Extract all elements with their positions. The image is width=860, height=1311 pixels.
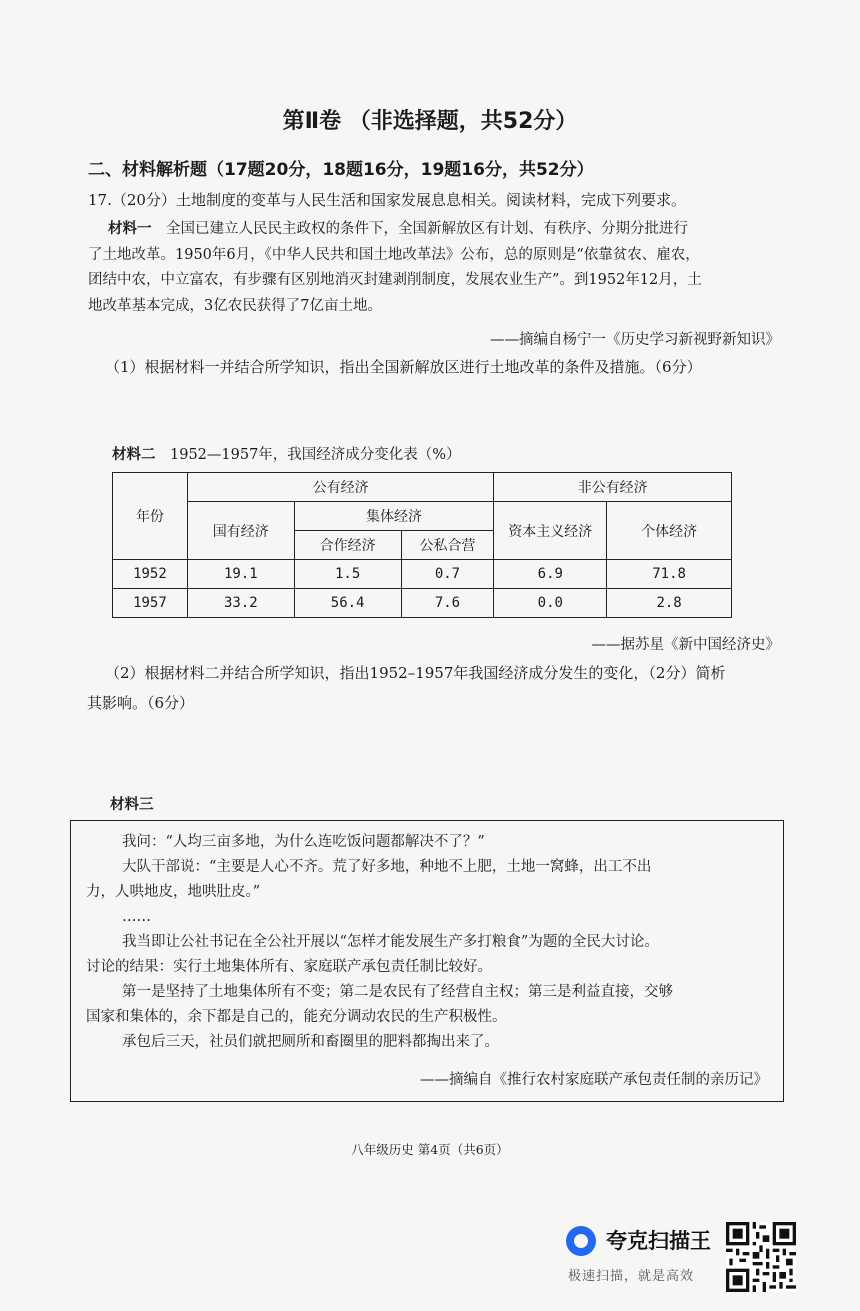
material-3-paragraph: 我当即让公社书记在全公社开展以“怎样才能发展生产多打粮食”为题的全民大讨论。 [122,934,659,950]
material-1-line: 地改革基本完成，3亿农民获得了7亿亩土地。 [88,297,382,314]
cell-year: 1952 [113,560,188,589]
sub-question-2 [87,658,785,718]
question-17-intro: 17.（20分）土地制度的变革与人民生活和国家发展息息相关。阅读材料，完成下列要求。 [88,191,686,209]
cell-individual: 71.8 [607,560,732,589]
material-3-label: 材料三 [110,797,154,813]
material-1-line: 团结中农，中立富农，有步骤有区别地消灭封建剥削制度，发展农业生产”。到1952年12月，土 [88,272,702,288]
col-header-nonpublic: 非公有经济 [494,473,732,502]
table-row [113,560,732,589]
material-3-ellipsis: …… [122,909,151,925]
material-1-line: 了土地改革。1950年6月，《中华人民共和国土地改革法》公布，总的原则是“依靠贫农、雇农， [88,246,700,263]
col-header-state: 国有经济 [187,502,294,560]
col-header-public: 公有经济 [187,473,494,502]
sub-question-1: （1）根据材料一并结合所学知识，指出全国新解放区进行土地改革的条件及措施。（6分） [105,358,702,376]
section-heading: 二、材料解析题（17题20分，18题16分，19题16分，共52分） [88,160,594,180]
material-3-paragraph: 承包后三天，社员们就把厕所和畜圈里的肥料都掏出来了。 [122,1034,499,1050]
cell-jointly: 0.7 [401,560,494,589]
page-footer: 八年级历史 第4页（共6页） [351,1142,509,1157]
material-3-text [86,830,776,1055]
material-1-source: ——摘编自杨宁一《历史学习新视野新知识》 [490,332,780,348]
material-3-paragraph: 我问：“人均三亩多地，为什么连吃饭问题都解决不了？” [122,834,485,850]
cell-jointly: 7.6 [401,589,494,618]
cell-state: 19.1 [187,560,294,589]
material-2-caption [112,443,461,464]
material-3-paragraph: 第一是坚持了土地集体所有不变；第二是农民有了经营自主权；第三是利益直接，交够 [122,984,673,1000]
material-3-paragraph: 讨论的结果：实行土地集体所有、家庭联产承包责任制比较好。 [86,959,492,975]
col-header-coop: 合作经济 [294,531,401,560]
material-2-label: 材料二 [112,447,156,463]
watermark-slogan: 极速扫描，就是高效 [568,1269,695,1284]
material-3-paragraph: 国家和集体的，余下都是自己的，能充分调动农民的生产积极性。 [86,1009,507,1025]
cell-coop: 56.4 [294,589,401,618]
material-2-source: ——据苏星《新中国经济史》 [591,637,780,653]
sub-question-2-line: （2）根据材料二并结合所学知识，指出1952–1957年我国经济成分发生的变化，（2分）简析 [105,664,726,682]
cell-capitalist: 6.9 [494,560,607,589]
col-header-year: 年份 [113,473,188,560]
watermark-brand: 夸克扫描王 [606,1229,711,1253]
cell-capitalist: 0.0 [494,589,607,618]
material-1 [88,217,778,319]
col-header-jointly: 公私合营 [401,531,494,560]
material-3-paragraph: 力，人哄地皮，地哄肚皮。” [86,884,261,900]
cell-coop: 1.5 [294,560,401,589]
table-row [113,589,732,618]
economy-table [112,472,732,618]
material-1-label: 材料一 [108,221,152,237]
table-caption: 1952—1957年，我国经济成分变化表（%） [170,447,461,463]
material-3-paragraph: 大队干部说：“主要是人心不齐。荒了好多地，种地不上肥，土地一窝蜂，出工不出 [122,859,652,875]
cell-individual: 2.8 [607,589,732,618]
col-header-capitalist: 资本主义经济 [494,502,607,560]
material-3-source: ——摘编自《推行农村家庭联产承包责任制的亲历记》 [420,1072,768,1088]
col-header-individual: 个体经济 [607,502,732,560]
page-title: 第Ⅱ卷 （非选择题，共52分） [282,109,578,134]
col-header-collective: 集体经济 [294,502,494,531]
qr-code-icon [726,1222,796,1292]
cell-year: 1957 [113,589,188,618]
cell-state: 33.2 [187,589,294,618]
sub-question-2-line: 其影响。（6分） [87,694,195,712]
material-1-line: 全国已建立人民民主政权的条件下，全国新解放区有计划、有秩序、分期分批进行 [166,221,688,237]
quark-logo-inner [574,1234,588,1248]
